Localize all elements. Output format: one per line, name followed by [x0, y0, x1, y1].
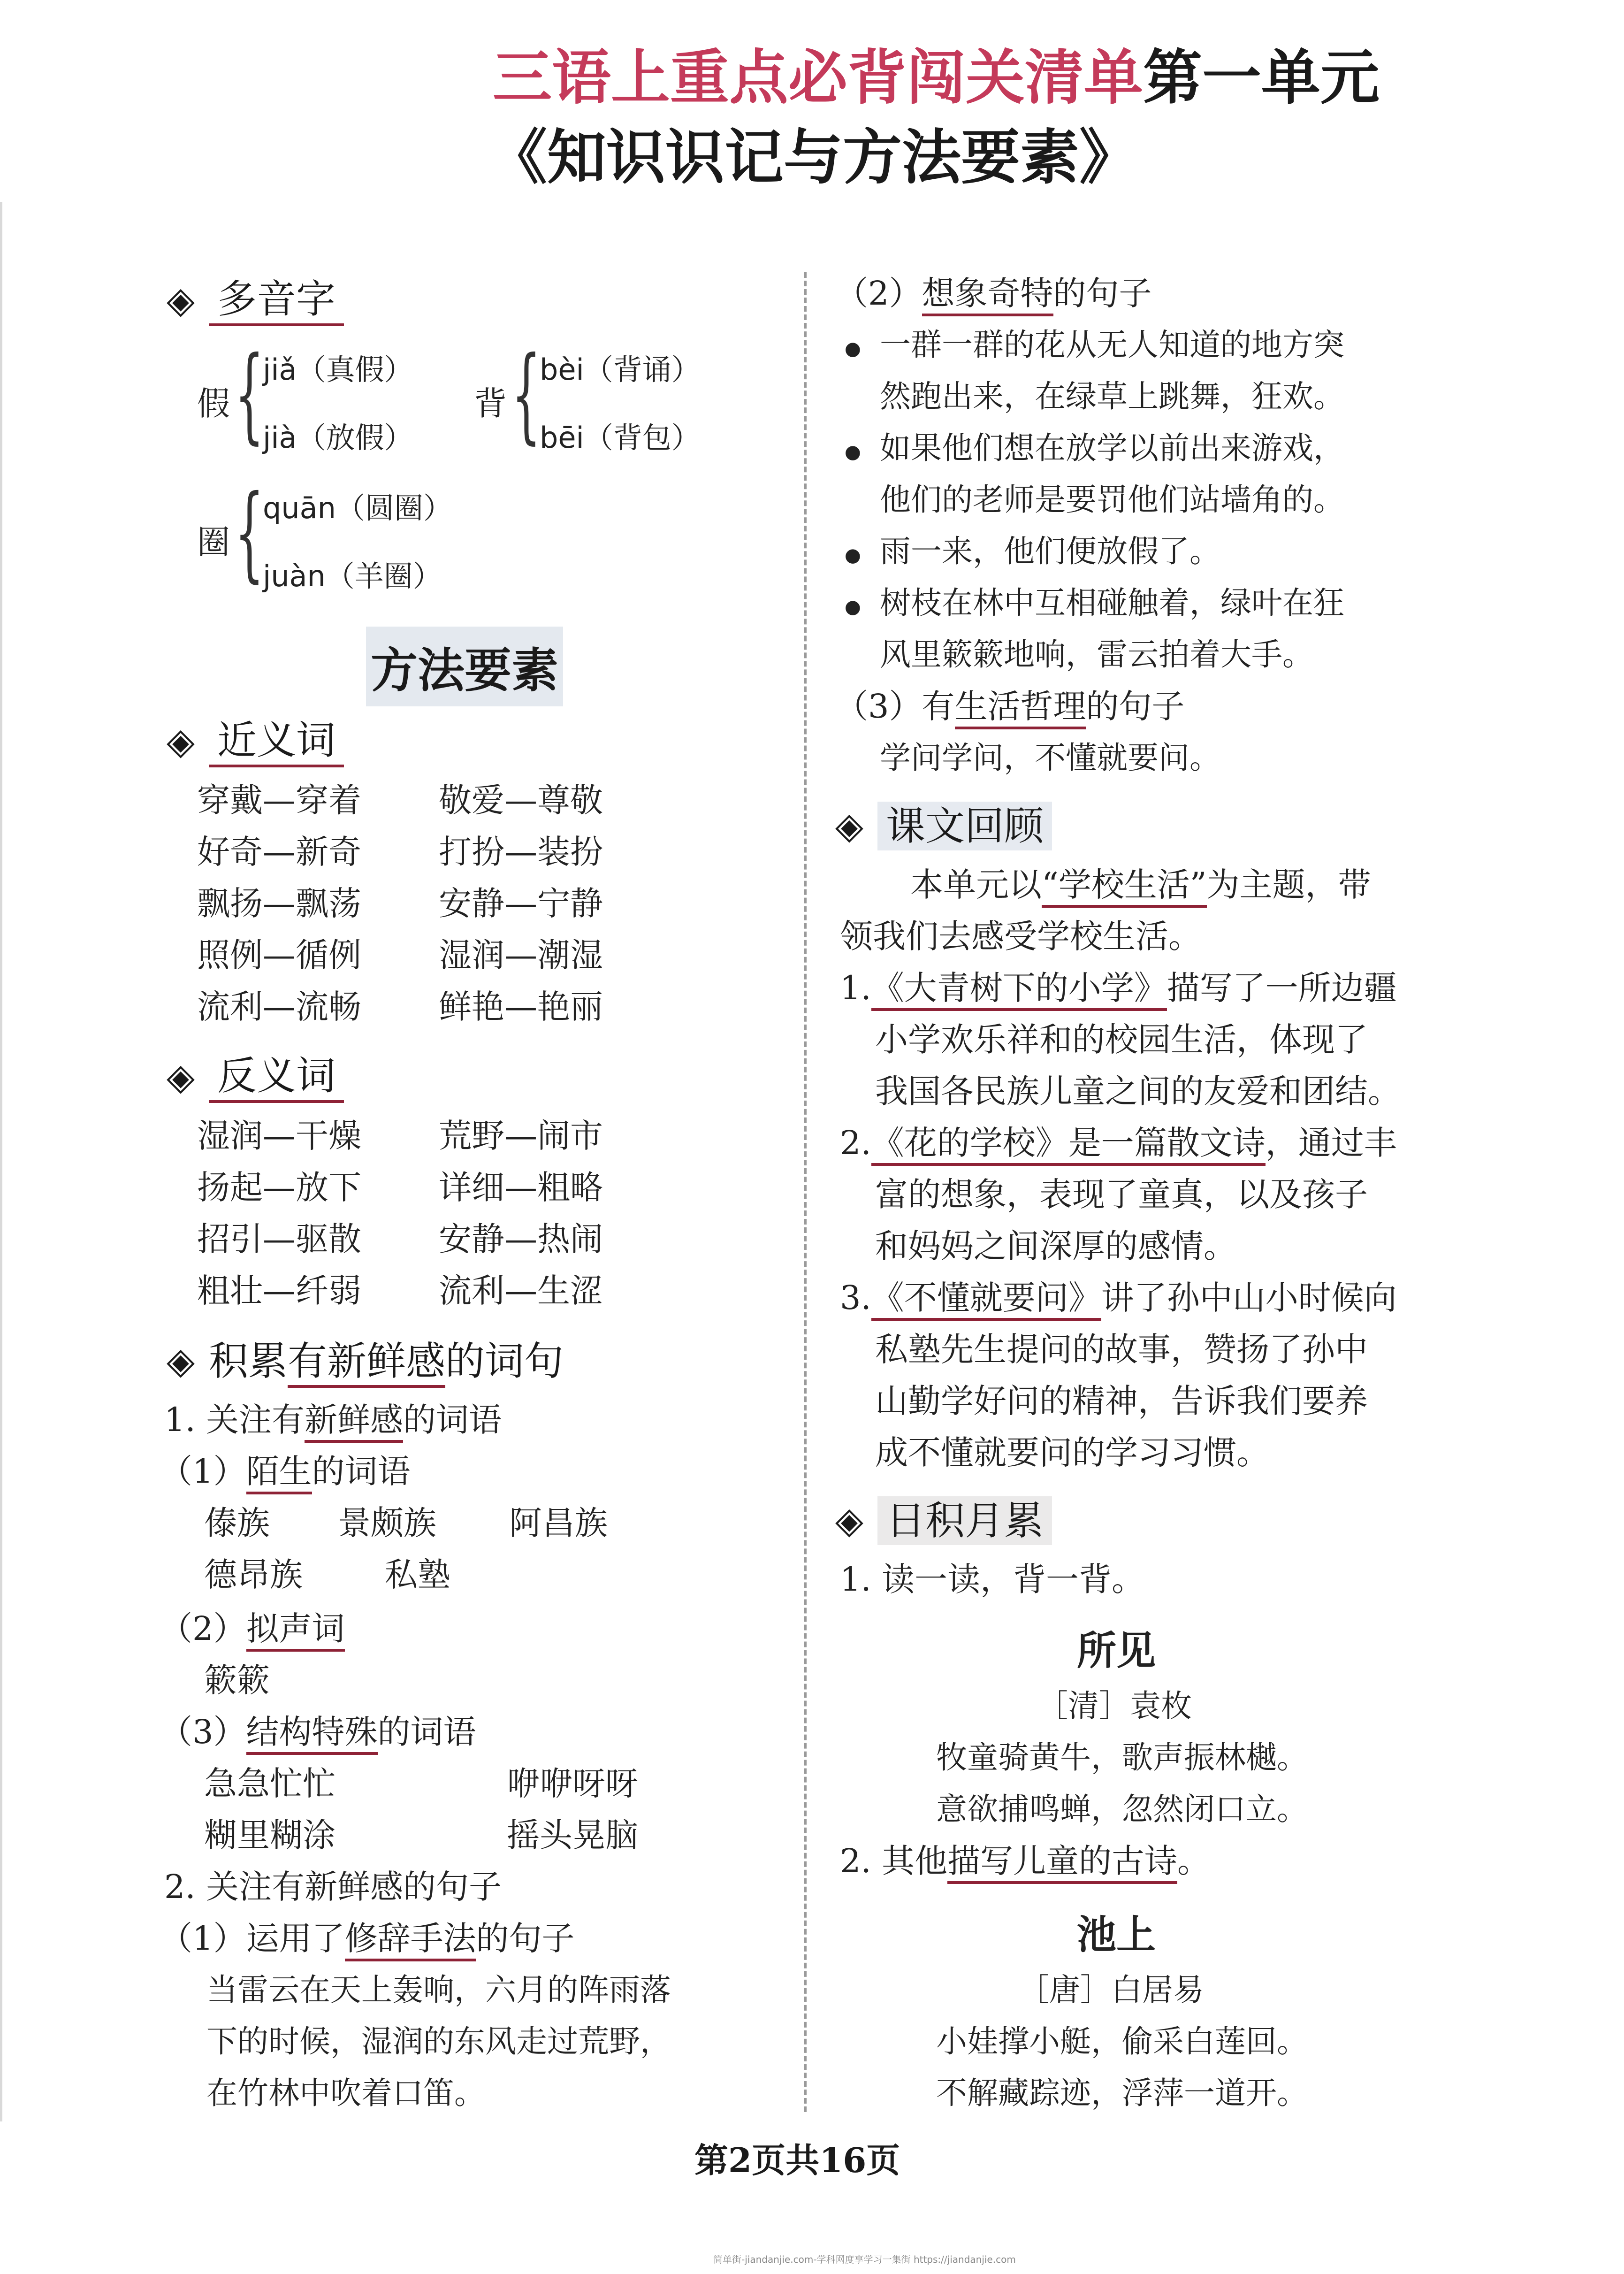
- poem-line: 牧童骑黄牛，歌声振林樾。: [936, 1739, 1308, 1776]
- section-review-heading: ◈ 课文回顾: [835, 800, 1052, 852]
- review-intro: 本单元以“学校生活”为主题，带: [910, 861, 1371, 908]
- accumulate-point-2-1: （1）运用了修辞手法的句子: [160, 1915, 575, 1962]
- bullet-line: 如果他们想在放学以前出来游戏，: [880, 430, 1344, 466]
- antonym-pair: 详细—粗略: [439, 1168, 603, 1207]
- watermark-text: 简单街-jiandanjie.com-学科网度享学习一集街 https://jiandanjie.com: [713, 2254, 1016, 2265]
- page-title: 三语上重点必背闯关清单第一单元: [493, 43, 1380, 112]
- antonym-pair: 扬起—放下: [197, 1168, 361, 1207]
- word-item: 糊里糊涂: [204, 1816, 335, 1854]
- poem-title: 所见: [1077, 1627, 1156, 1674]
- word-item: 景颇族: [338, 1504, 436, 1542]
- diamond-icon: ◈: [167, 279, 195, 322]
- review-line: 成不懂就要问的学习习惯。: [875, 1433, 1269, 1472]
- poem-line: 不解藏踪迹，浮萍一道开。: [936, 2075, 1308, 2111]
- accumulate-point-1-2: （2）拟声词: [160, 1605, 345, 1652]
- word-item: 傣族: [204, 1504, 270, 1542]
- poly-char-jia: 假: [197, 384, 230, 423]
- section-antonyms-heading: ◈ 反义词: [167, 1051, 344, 1103]
- sentence-line: 在竹林中吹着口笛。: [206, 2075, 485, 2111]
- page-subtitle: 《知识识记与方法要素》: [488, 123, 1138, 192]
- antonym-pair: 安静—热闹: [439, 1220, 603, 1258]
- brace-icon: {: [235, 334, 264, 454]
- synonym-pair: 湿润—潮湿: [439, 936, 603, 974]
- poly-char-bei: 背: [474, 384, 507, 423]
- poly-reading: bèi（背诵）: [540, 352, 701, 387]
- synonym-pair: 照例—循例: [197, 936, 361, 974]
- poem-title: 池上: [1077, 1911, 1156, 1958]
- page-number: 第2页共16页: [694, 2140, 900, 2180]
- accumulate-point-1-1: （1）陌生的词语: [160, 1448, 411, 1495]
- antonym-pair: 招引—驱散: [197, 1220, 361, 1258]
- poly-reading: juàn（羊圈）: [263, 559, 442, 593]
- word-item: 咿咿呀呀: [507, 1764, 638, 1803]
- synonym-pair: 鲜艳—艳丽: [439, 988, 603, 1026]
- sentence-line: 当雷云在天上轰响，六月的阵雨落: [206, 1972, 671, 2008]
- method-elements-box: 方法要素: [366, 627, 563, 706]
- accumulate-point-2: 2. 关注有新鲜感的句子: [164, 1868, 502, 1906]
- philosophy-sentence: 学问学问，不懂就要问。: [880, 740, 1220, 776]
- word-item: 阿昌族: [509, 1504, 608, 1542]
- synonym-pair: 穿戴—穿着: [197, 781, 361, 819]
- synonym-pair: 好奇—新奇: [197, 833, 361, 871]
- diamond-icon: ◈: [167, 720, 195, 763]
- poem-author: ［清］袁枚: [1037, 1688, 1192, 1724]
- synonym-pair: 打扮—装扮: [439, 833, 603, 871]
- review-line: 小学欢乐祥和的校园生活，体现了: [875, 1020, 1368, 1059]
- word-item: 德昂族: [204, 1555, 303, 1594]
- review-intro-line2: 领我们去感受学校生活。: [840, 917, 1201, 956]
- poly-reading: quān（圆圈）: [263, 491, 452, 525]
- antonym-pair: 流利—生涩: [439, 1271, 603, 1310]
- bullet-icon: ●: [845, 338, 861, 360]
- synonym-pair: 流利—流畅: [197, 988, 361, 1026]
- review-item-1: 1.《大青树下的小学》描写了一所边疆: [840, 965, 1397, 1011]
- left-border-line: [0, 202, 2, 2121]
- brace-icon: {: [511, 334, 541, 454]
- sentence-line: 下的时候，湿润的东风走过荒野，: [206, 2023, 671, 2060]
- poly-reading: bēi（背包）: [540, 421, 701, 455]
- daily-point-1: 1. 读一读，背一背。: [840, 1560, 1145, 1599]
- diamond-icon: ◈: [835, 805, 863, 847]
- antonym-pair: 湿润—干燥: [197, 1117, 361, 1155]
- bullet-line: 雨一来，他们便放假了。: [880, 533, 1220, 569]
- poly-char-quan: 圈: [197, 523, 230, 561]
- diamond-icon: ◈: [167, 1056, 195, 1098]
- bullet-line: 树枝在林中互相碰触着，绿叶在狂: [880, 585, 1344, 621]
- imaginative-sentences-label: （2）想象奇特的句子: [835, 270, 1152, 317]
- synonym-pair: 敬爱—尊敬: [439, 781, 603, 819]
- bullet-icon: ●: [845, 441, 861, 463]
- bullet-line: 一群一群的花从无人知道的地方突: [880, 327, 1344, 363]
- section-accumulate-heading: ◈ 积累有新鲜感的词句: [167, 1335, 564, 1387]
- bullet-line: 风里簌簌地响，雷云拍着大手。: [880, 636, 1313, 673]
- column-divider: [804, 272, 807, 2112]
- bullet-line: 然跑出来，在绿草上跳舞，狂欢。: [880, 378, 1344, 414]
- antonym-pair: 荒野—闹市: [439, 1117, 603, 1155]
- poem-author: ［唐］白居易: [1018, 1972, 1204, 2008]
- accumulate-point-1-3: （3）结构特殊的词语: [160, 1708, 476, 1755]
- review-item-3: 3.《不懂就要问》讲了孙中山小时候向: [840, 1274, 1397, 1321]
- word-item: 簌簌: [204, 1661, 270, 1700]
- diamond-icon: ◈: [835, 1500, 863, 1542]
- daily-point-2: 2. 其他描写儿童的古诗。: [840, 1838, 1210, 1884]
- synonym-pair: 飘扬—飘荡: [197, 884, 361, 923]
- bullet-line: 他们的老师是要罚他们站墙角的。: [880, 482, 1344, 518]
- word-item: 私塾: [385, 1555, 450, 1594]
- word-item: 急急忙忙: [204, 1764, 335, 1803]
- review-item-2: 2.《花的学校》是一篇散文诗，通过丰: [840, 1119, 1397, 1166]
- diamond-icon: ◈: [167, 1340, 195, 1382]
- word-item: 摇头晃脑: [507, 1816, 638, 1854]
- review-line: 我国各民族儿童之间的友爱和团结。: [875, 1072, 1401, 1110]
- poem-line: 小娃撑小艇，偷采白莲回。: [936, 2023, 1308, 2060]
- accumulate-point-1: 1. 关注有新鲜感的词语: [164, 1396, 502, 1443]
- review-line: 富的想象，表现了童真，以及孩子: [875, 1175, 1368, 1214]
- philosophy-sentences-label: （3）有生活哲理的句子: [835, 683, 1185, 730]
- section-polyphonic-heading: ◈ 多音字: [167, 275, 344, 326]
- review-line: 和妈妈之间深厚的感情。: [875, 1227, 1236, 1265]
- antonym-pair: 粗壮—纤弱: [197, 1271, 361, 1310]
- poem-line: 意欲捕鸣蝉，忽然闭口立。: [936, 1791, 1308, 1827]
- bullet-icon: ●: [845, 596, 861, 618]
- section-daily-heading: ◈ 日积月累: [835, 1495, 1052, 1547]
- review-line: 私塾先生提问的故事，赞扬了孙中: [875, 1330, 1368, 1369]
- poly-reading: jià（放假）: [263, 421, 413, 455]
- poly-reading: jiǎ（真假）: [263, 352, 413, 387]
- section-synonyms-heading: ◈ 近义词: [167, 716, 344, 767]
- bullet-icon: ●: [845, 544, 861, 566]
- brace-icon: {: [235, 473, 264, 593]
- synonym-pair: 安静—宁静: [439, 884, 603, 923]
- review-line: 山勤学好问的精神，告诉我们要养: [875, 1382, 1368, 1420]
